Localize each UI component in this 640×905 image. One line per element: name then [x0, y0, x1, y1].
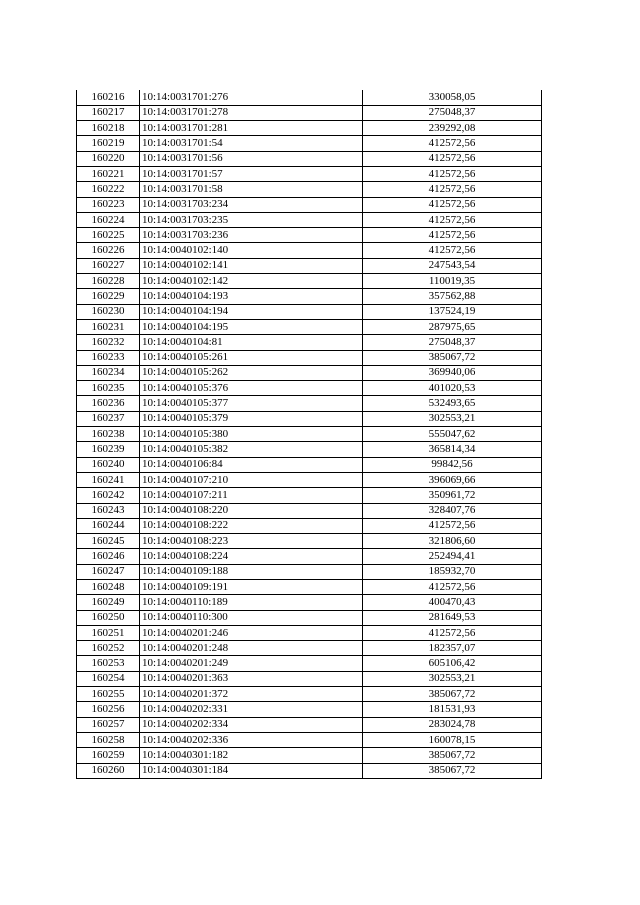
row-number-cell: 160227: [77, 258, 140, 273]
row-number-cell: 160242: [77, 488, 140, 503]
cadastral-number-cell: 10:14:0040104:193: [140, 289, 363, 304]
cadastral-value-cell: 287975,65: [363, 319, 542, 334]
row-number-cell: 160239: [77, 442, 140, 457]
row-number-cell: 160234: [77, 365, 140, 380]
row-number-cell: 160216: [77, 90, 140, 105]
row-number-cell: 160231: [77, 319, 140, 334]
cadastral-number-cell: 10:14:0040202:331: [140, 702, 363, 717]
table-row: [77, 427, 542, 442]
table-row: [77, 534, 542, 549]
table-row: [77, 151, 542, 166]
table-row: [77, 335, 542, 350]
row-number-cell: 160224: [77, 212, 140, 227]
cadastral-number-cell: 10:14:0040105:376: [140, 381, 363, 396]
row-number-cell: 160219: [77, 136, 140, 151]
cadastral-value-cell: 396069,66: [363, 472, 542, 487]
cadastral-value-cell: 555047,62: [363, 427, 542, 442]
row-number-cell: 160246: [77, 549, 140, 564]
row-number-cell: 160257: [77, 717, 140, 732]
row-number-cell: 160244: [77, 518, 140, 533]
row-number-cell: 160251: [77, 625, 140, 640]
cadastral-value-cell: 239292,08: [363, 121, 542, 136]
cadastral-number-cell: 10:14:0040108:223: [140, 534, 363, 549]
cadastral-value-cell: 532493,65: [363, 396, 542, 411]
table-row: [77, 243, 542, 258]
cadastral-number-cell: 10:14:0031701:56: [140, 151, 363, 166]
cadastral-value-cell: 247543,54: [363, 258, 542, 273]
row-number-cell: 160222: [77, 182, 140, 197]
cadastral-number-cell: 10:14:0031701:276: [140, 90, 363, 105]
row-number-cell: 160252: [77, 641, 140, 656]
row-number-cell: 160247: [77, 564, 140, 579]
table-row: [77, 274, 542, 289]
table-row: [77, 472, 542, 487]
row-number-cell: 160217: [77, 105, 140, 120]
table-row: [77, 90, 542, 105]
cadastral-number-cell: 10:14:0040201:248: [140, 641, 363, 656]
row-number-cell: 160254: [77, 671, 140, 686]
row-number-cell: 160245: [77, 534, 140, 549]
cadastral-value-table: [76, 90, 542, 779]
cadastral-value-cell: 401020,53: [363, 381, 542, 396]
cadastral-number-cell: 10:14:0040105:379: [140, 411, 363, 426]
table-row: [77, 717, 542, 732]
row-number-cell: 160220: [77, 151, 140, 166]
cadastral-number-cell: 10:14:0040110:189: [140, 595, 363, 610]
cadastral-value-cell: 412572,56: [363, 166, 542, 181]
table-row: [77, 396, 542, 411]
row-number-cell: 160243: [77, 503, 140, 518]
table-row: [77, 610, 542, 625]
row-number-cell: 160249: [77, 595, 140, 610]
cadastral-value-cell: 330058,05: [363, 90, 542, 105]
table-row: [77, 381, 542, 396]
row-number-cell: 160225: [77, 228, 140, 243]
table-row: [77, 197, 542, 212]
cadastral-number-cell: 10:14:0031703:235: [140, 212, 363, 227]
cadastral-number-cell: 10:14:0040201:372: [140, 687, 363, 702]
table-row: [77, 564, 542, 579]
row-number-cell: 160228: [77, 274, 140, 289]
row-number-cell: 160237: [77, 411, 140, 426]
cadastral-value-cell: 412572,56: [363, 228, 542, 243]
table-row: [77, 350, 542, 365]
row-number-cell: 160230: [77, 304, 140, 319]
cadastral-number-cell: 10:14:0040201:246: [140, 625, 363, 640]
table-row: [77, 702, 542, 717]
cadastral-value-cell: 412572,56: [363, 212, 542, 227]
cadastral-number-cell: 10:14:0031701:54: [140, 136, 363, 151]
cadastral-number-cell: 10:14:0040107:211: [140, 488, 363, 503]
cadastral-value-cell: 385067,72: [363, 748, 542, 763]
row-number-cell: 160229: [77, 289, 140, 304]
row-number-cell: 160255: [77, 687, 140, 702]
row-number-cell: 160238: [77, 427, 140, 442]
table-row: [77, 166, 542, 181]
cadastral-number-cell: 10:14:0040109:188: [140, 564, 363, 579]
table-row: [77, 365, 542, 380]
table-row: [77, 518, 542, 533]
cadastral-value-cell: 400470,43: [363, 595, 542, 610]
cadastral-value-cell: 412572,56: [363, 243, 542, 258]
cadastral-value-cell: 350961,72: [363, 488, 542, 503]
cadastral-value-cell: 385067,72: [363, 687, 542, 702]
table-row: [77, 595, 542, 610]
table-row: [77, 549, 542, 564]
row-number-cell: 160226: [77, 243, 140, 258]
cadastral-number-cell: 10:14:0040202:336: [140, 732, 363, 747]
cadastral-value-cell: 182357,07: [363, 641, 542, 656]
table-row: [77, 182, 542, 197]
cadastral-number-cell: 10:14:0040106:84: [140, 457, 363, 472]
cadastral-value-cell: 99842,56: [363, 457, 542, 472]
row-number-cell: 160240: [77, 457, 140, 472]
table-row: [77, 121, 542, 136]
table-row: [77, 442, 542, 457]
table-row: [77, 136, 542, 151]
cadastral-number-cell: 10:14:0040102:140: [140, 243, 363, 258]
table-row: [77, 732, 542, 747]
cadastral-number-cell: 10:14:0040104:81: [140, 335, 363, 350]
row-number-cell: 160250: [77, 610, 140, 625]
row-number-cell: 160258: [77, 732, 140, 747]
cadastral-number-cell: 10:14:0031701:281: [140, 121, 363, 136]
cadastral-value-cell: 281649,53: [363, 610, 542, 625]
row-number-cell: 160241: [77, 472, 140, 487]
cadastral-number-cell: 10:14:0040105:377: [140, 396, 363, 411]
cadastral-number-cell: 10:14:0040108:224: [140, 549, 363, 564]
cadastral-number-cell: 10:14:0040301:184: [140, 763, 363, 778]
cadastral-number-cell: 10:14:0040104:194: [140, 304, 363, 319]
row-number-cell: 160223: [77, 197, 140, 212]
row-number-cell: 160260: [77, 763, 140, 778]
cadastral-value-cell: 185932,70: [363, 564, 542, 579]
cadastral-value-cell: 302553,21: [363, 411, 542, 426]
cadastral-value-cell: 412572,56: [363, 580, 542, 595]
cadastral-number-cell: 10:14:0040201:249: [140, 656, 363, 671]
cadastral-value-cell: 275048,37: [363, 105, 542, 120]
cadastral-value-cell: 137524,19: [363, 304, 542, 319]
table-row: [77, 656, 542, 671]
cadastral-value-cell: 357562,88: [363, 289, 542, 304]
cadastral-number-cell: 10:14:0040104:195: [140, 319, 363, 334]
table-row: [77, 258, 542, 273]
cadastral-number-cell: 10:14:0031703:234: [140, 197, 363, 212]
cadastral-number-cell: 10:14:0040102:142: [140, 274, 363, 289]
cadastral-number-cell: 10:14:0040109:191: [140, 580, 363, 595]
cadastral-value-cell: 385067,72: [363, 350, 542, 365]
cadastral-value-cell: 412572,56: [363, 625, 542, 640]
cadastral-number-cell: 10:14:0031701:57: [140, 166, 363, 181]
table-row: [77, 763, 542, 778]
cadastral-value-cell: 412572,56: [363, 182, 542, 197]
cadastral-value-cell: 385067,72: [363, 763, 542, 778]
table-row: [77, 411, 542, 426]
table-row: [77, 580, 542, 595]
row-number-cell: 160256: [77, 702, 140, 717]
row-number-cell: 160218: [77, 121, 140, 136]
row-number-cell: 160248: [77, 580, 140, 595]
cadastral-number-cell: 10:14:0040105:262: [140, 365, 363, 380]
table-row: [77, 503, 542, 518]
cadastral-value-cell: 412572,56: [363, 151, 542, 166]
table-row: [77, 671, 542, 686]
cadastral-number-cell: 10:14:0040108:220: [140, 503, 363, 518]
cadastral-value-cell: 412572,56: [363, 197, 542, 212]
cadastral-value-cell: 605106,42: [363, 656, 542, 671]
cadastral-value-cell: 275048,37: [363, 335, 542, 350]
cadastral-number-cell: 10:14:0040201:363: [140, 671, 363, 686]
row-number-cell: 160236: [77, 396, 140, 411]
table-row: [77, 457, 542, 472]
cadastral-number-cell: 10:14:0040108:222: [140, 518, 363, 533]
cadastral-value-cell: 321806,60: [363, 534, 542, 549]
row-number-cell: 160221: [77, 166, 140, 181]
cadastral-number-cell: 10:14:0040110:300: [140, 610, 363, 625]
table-row: [77, 625, 542, 640]
row-number-cell: 160233: [77, 350, 140, 365]
cadastral-number-cell: 10:14:0040301:182: [140, 748, 363, 763]
cadastral-number-cell: 10:14:0040107:210: [140, 472, 363, 487]
cadastral-number-cell: 10:14:0040105:261: [140, 350, 363, 365]
table-row: [77, 212, 542, 227]
cadastral-number-cell: 10:14:0040202:334: [140, 717, 363, 732]
row-number-cell: 160259: [77, 748, 140, 763]
cadastral-number-cell: 10:14:0031701:58: [140, 182, 363, 197]
cadastral-number-cell: 10:14:0040105:382: [140, 442, 363, 457]
cadastral-value-cell: 369940,06: [363, 365, 542, 380]
row-number-cell: 160253: [77, 656, 140, 671]
table-row: [77, 289, 542, 304]
cadastral-value-cell: 283024,78: [363, 717, 542, 732]
table-row: [77, 641, 542, 656]
cadastral-value-cell: 252494,41: [363, 549, 542, 564]
cadastral-number-cell: 10:14:0040105:380: [140, 427, 363, 442]
row-number-cell: 160235: [77, 381, 140, 396]
cadastral-value-cell: 160078,15: [363, 732, 542, 747]
cadastral-number-cell: 10:14:0040102:141: [140, 258, 363, 273]
table-row: [77, 748, 542, 763]
cadastral-value-cell: 412572,56: [363, 518, 542, 533]
table-row: [77, 304, 542, 319]
cadastral-value-cell: 365814,34: [363, 442, 542, 457]
table-row: [77, 228, 542, 243]
cadastral-value-cell: 302553,21: [363, 671, 542, 686]
cadastral-number-cell: 10:14:0031703:236: [140, 228, 363, 243]
cadastral-number-cell: 10:14:0031701:278: [140, 105, 363, 120]
cadastral-value-cell: 412572,56: [363, 136, 542, 151]
table-row: [77, 319, 542, 334]
table-row: [77, 687, 542, 702]
table-body: [77, 90, 542, 778]
table-row: [77, 105, 542, 120]
cadastral-value-cell: 110019,35: [363, 274, 542, 289]
table-row: [77, 488, 542, 503]
cadastral-value-cell: 328407,76: [363, 503, 542, 518]
cadastral-value-cell: 181531,93: [363, 702, 542, 717]
row-number-cell: 160232: [77, 335, 140, 350]
